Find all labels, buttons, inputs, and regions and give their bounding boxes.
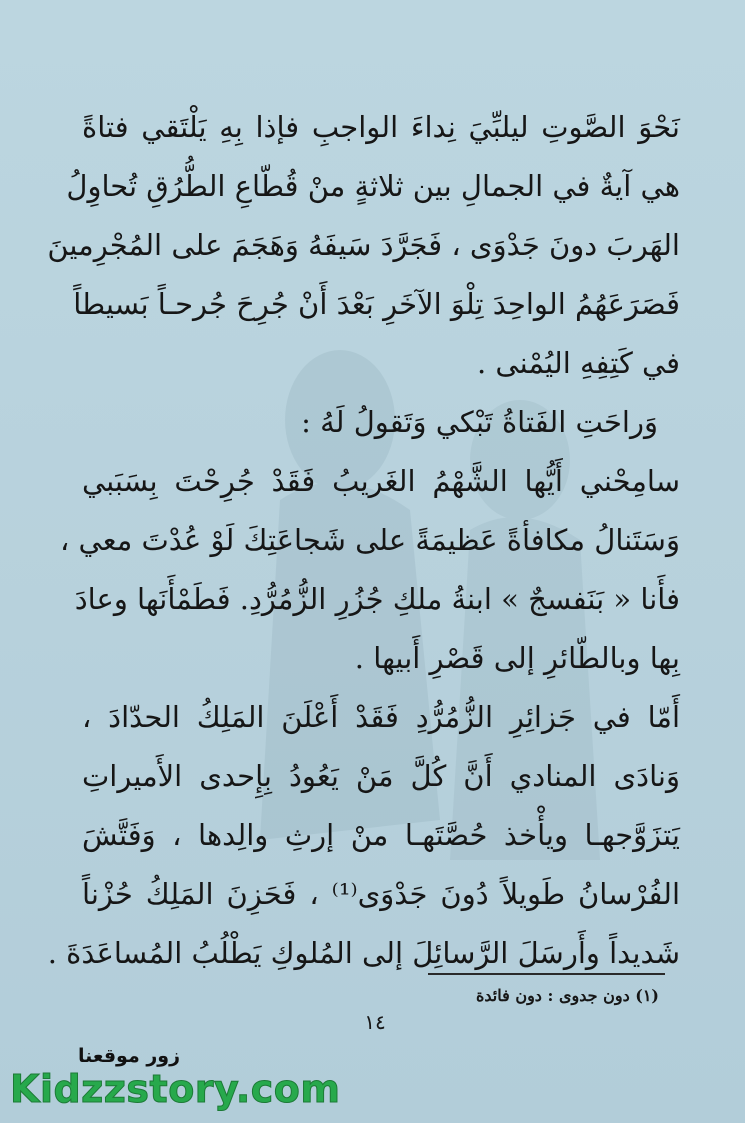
paragraph-2 [82,393,680,452]
page-number: ١٤ [364,1010,386,1034]
text-line: الفُرْسانُ طَويلاً دُونَ جَدْوَى⁽¹⁾ ، فَحَزِنَ المَلِكُ حُزْناً [82,877,681,911]
text-line: يَتزَوَّجهـا ويأْخذ حُصَّتَهـا منْ إرثِ والِدها ، وَفَتَّشَ [82,818,680,852]
text-line: وَسَتَنالُ مكافأةً عَظيمَةً على شَجاعَتِكَ لَوْ عُدْتَ معي ، [59,523,680,557]
text-line: هي آيةٌ في الجمالِ بين ثلاثةٍ منْ قُطّاعِ الطُّرُقِ تُحاوِلُ [66,169,680,203]
text-line: الهَربَ دونَ جَدْوَى ، فَجَرَّدَ سَيفَهُ وَهَجَمَ على المُجْرِمينَ [47,228,680,262]
text-line: وَراحَتِ الفَتاةُ تَبْكي وَتَقولُ لَهُ : [301,405,658,439]
text-line: سامِحْني أَيُّها الشَّهْمُ الغَريبُ فَقَدْ جُرِحْتَ بِسَبَبي [82,464,680,498]
text-line: فأَنا « بَنَفسجٌ » ابنةُ ملكِ جُزُرِ الزُّمُرُّدِ. فَطَمْأَنَها وعادَ [74,582,680,616]
text-line: شَديداً وأَرسَلَ الرَّسائِلَ إلى المُلوكِ يَطْلُبُ المُساعَدَةَ . [47,936,680,970]
paragraph-3 [59,452,680,688]
text-line: نَحْوَ الصَّوتِ ليلبِّيَ نِداءَ الواجبِ فإذا بِهِ يَلْتَقي فتاةً [82,110,680,144]
story-text [47,98,681,983]
paragraph-1 [47,98,680,393]
paragraph-4 [47,688,681,983]
site-logo-link[interactable]: Kidzzstory.com [10,1067,341,1111]
text-line: في كَتِفِهِ اليُمْنى . [476,346,680,380]
footnote: (١) دون جدوى : دون فائدة [476,986,659,1005]
footnote-divider [428,973,665,975]
text-line: فَصَرَعَهُمُ الواحِدَ تِلْوَ الآخَرِ بَعْدَ أَنْ جُرِحَ جُرحـاً بَسيطاً [73,287,680,321]
text-line: أَمّا في جَزائِرِ الزُّمُرُّدِ فَقَدْ أَعْلَنَ المَلِكُ الحدّادَ ، [82,700,680,734]
text-line: وَنادَى المنادي أَنَّ كُلَّ مَنْ يَعُودُ بِإِحدى الأَميراتِ [82,759,680,793]
visit-site-label: زور موقعنا [78,1045,181,1067]
text-line: بِها وبالطّائرِ إلى قَصْرِ أَبيها . [354,641,680,675]
